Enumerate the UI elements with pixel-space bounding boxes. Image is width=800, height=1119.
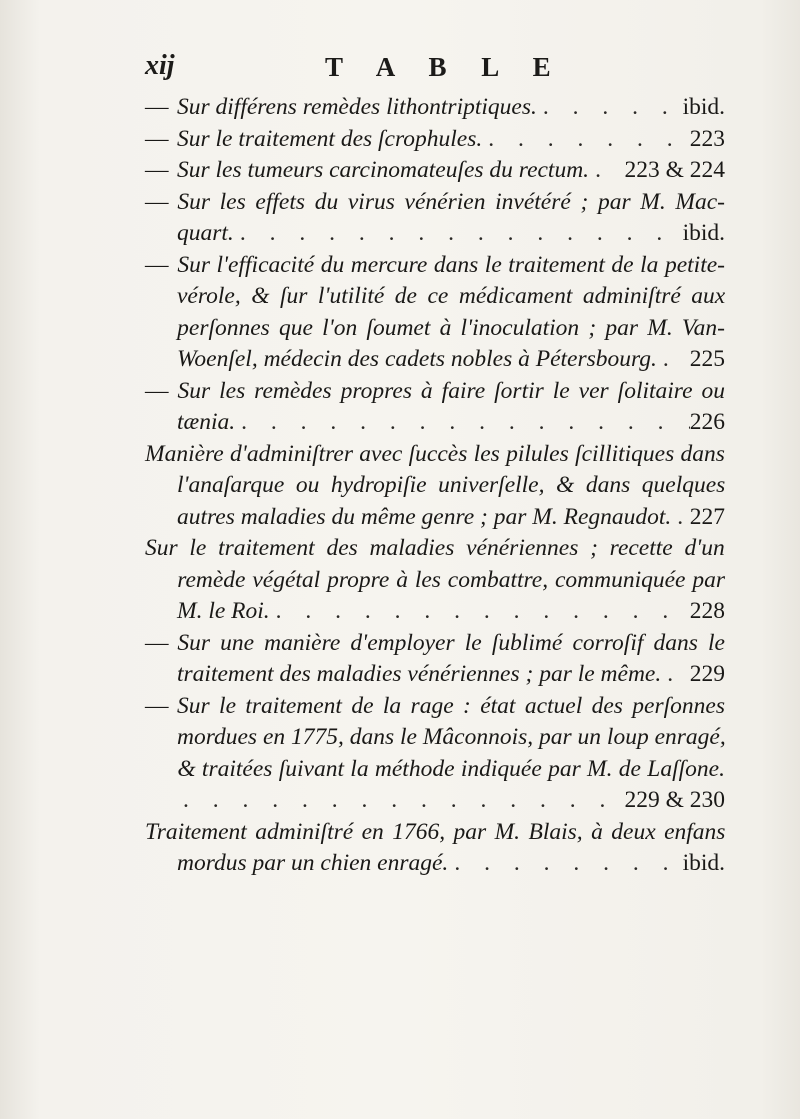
continuation-dash: —: [145, 157, 169, 183]
toc-line: [145, 313, 725, 345]
page-reference: 223 & 224: [624, 157, 725, 183]
page-reference: 228: [689, 598, 725, 624]
continuation-dash: —: [145, 629, 169, 656]
entry-text: Woenſel, médecin des cadets nobles à Pétersbourg.: [177, 346, 657, 372]
toc-line: [145, 250, 725, 282]
page-reference: 229: [689, 661, 725, 687]
leader-dots: [448, 848, 682, 880]
toc-line: [145, 502, 725, 534]
toc-line: [145, 722, 725, 754]
entry-text: mordus par un chien enragé.: [177, 850, 449, 876]
toc-entry: [145, 376, 725, 439]
leader-dots: [661, 659, 690, 691]
entry-text: perſonnes que l'on ſoumet à l'inoculation ; par M. Van-: [177, 314, 725, 341]
entry-text: Traitement adminiſtré en 1766, par M. Blais, à deux enfans: [145, 818, 726, 845]
entry-text: Sur les tumeurs carcinomateuſes du rectum.: [177, 157, 590, 183]
toc-line: [145, 785, 725, 817]
page-reference: 229 & 230: [624, 787, 725, 813]
entry-text: traitement des maladies vénériennes ; par le même.: [177, 661, 662, 687]
page-header: [145, 50, 715, 90]
continuation-dash: —: [145, 125, 169, 152]
page-reference: 226: [689, 409, 725, 435]
entry-text: Sur les remèdes propres à faire ſortir le ver ſolitaire ou: [177, 377, 725, 404]
toc-line: [145, 691, 725, 723]
entry-text: Manière d'adminiſtrer avec ſuccès les pilules ſcillitiques dans: [145, 440, 725, 467]
toc-line: [145, 376, 725, 408]
leader-dots: [589, 155, 624, 187]
toc-line: [145, 92, 725, 124]
toc-entry: [145, 155, 725, 187]
leader-dots: [270, 596, 690, 628]
entry-text: & traitées ſuivant la méthode indiquée par M. de Laſſone.: [177, 755, 725, 782]
toc-line: [145, 596, 725, 628]
entry-text: vérole, & ſur l'utilité de ce médicament adminiſtré aux: [177, 283, 726, 309]
toc-line: [145, 281, 725, 313]
entry-text: l'anaſarque ou hydropiſie univerſelle, & dans quelques: [177, 472, 726, 498]
toc-entry: [145, 817, 725, 880]
page-reference: 223: [689, 125, 725, 152]
leader-dots: [177, 785, 624, 817]
leader-dots: [482, 124, 690, 156]
page-reference: ibid.: [682, 850, 725, 876]
toc-line: [145, 848, 725, 880]
continuation-dash: —: [145, 377, 169, 404]
page-reference: 227: [689, 503, 725, 530]
entry-text: Sur différens remèdes lithontriptiques.: [177, 94, 537, 120]
entry-text: quart.: [177, 220, 234, 246]
page-reference: ibid.: [682, 94, 725, 120]
continuation-dash: —: [145, 94, 169, 120]
toc-line: [145, 407, 725, 439]
toc-line: [145, 628, 725, 660]
entry-text: autres maladies du même genre ; par M. Regnaudot.: [177, 503, 672, 530]
toc-entry: [145, 187, 725, 250]
folio-number: xij: [145, 50, 175, 81]
leader-dots: [235, 407, 690, 439]
entry-text: mordues en 1775, dans le Mâconnois, par un loup enragé,: [177, 724, 726, 750]
toc-entry: [145, 92, 725, 124]
toc-line: [145, 187, 725, 219]
toc-line: [145, 565, 725, 597]
entry-text: Sur le traitement des ſcrophules.: [177, 125, 483, 152]
continuation-dash: —: [145, 692, 169, 719]
toc-line: [145, 439, 725, 471]
entry-text: Sur une manière d'employer le ſublimé corroſif dans le: [177, 629, 725, 656]
entry-text: Sur le traitement des maladies vénériennes ; recette d'un: [145, 535, 725, 561]
entry-text: remède végétal propre à les combattre, communiquée par: [177, 566, 725, 593]
toc-entry: [145, 533, 725, 628]
entry-text: Sur le traitement de la rage : état actuel des perſonnes: [177, 692, 725, 719]
entry-text: Sur les effets du virus vénérien invétéré ; par M. Mac-: [177, 188, 725, 215]
toc-entry: [145, 628, 725, 691]
toc-entry: [145, 250, 725, 376]
page-reference: 225: [689, 346, 725, 372]
toc-line: [145, 754, 725, 786]
toc-line: [145, 124, 725, 156]
toc-line: [145, 155, 725, 187]
toc-entry: [145, 124, 725, 156]
leader-dots: [657, 344, 690, 376]
toc-line: [145, 218, 725, 250]
entry-text: M. le Roi.: [177, 598, 270, 624]
continuation-dash: —: [145, 251, 169, 278]
toc-entry: [145, 439, 725, 534]
entry-text: Sur l'efficacité du mercure dans le traitement de la petite-: [177, 251, 725, 278]
table-of-contents: [145, 92, 725, 880]
leader-dots: [537, 92, 683, 124]
continuation-dash: —: [145, 188, 169, 215]
toc-entry: [145, 691, 725, 817]
page-reference: ibid.: [682, 220, 725, 246]
entry-text: tænia.: [177, 409, 236, 435]
toc-line: [145, 344, 725, 376]
running-title: T A B L E: [325, 52, 565, 82]
leader-dots: [671, 502, 689, 534]
leader-dots: [234, 218, 683, 250]
toc-line: [145, 817, 725, 849]
toc-line: [145, 533, 725, 565]
toc-line: [145, 470, 725, 502]
toc-line: [145, 659, 725, 691]
